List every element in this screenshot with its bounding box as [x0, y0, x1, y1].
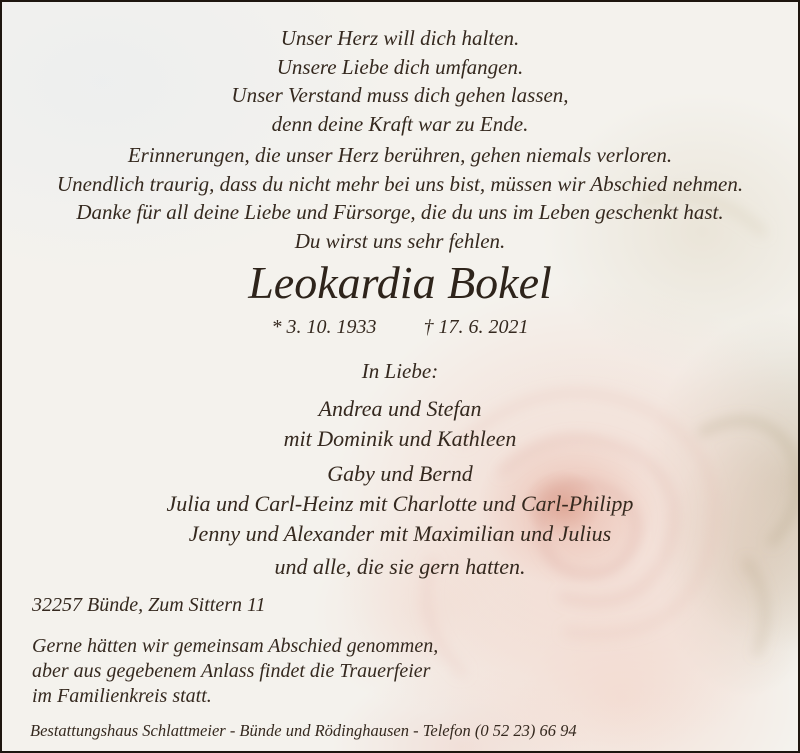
mourner-line: Julia und Carl-Heinz mit Charlotte und Carl-Philipp [166, 491, 634, 516]
memorial-line: Danke für all deine Liebe und Fürsorge, die du uns im Leben geschenkt hast. [76, 200, 724, 224]
verse-line: Unser Herz will dich halten. [280, 26, 520, 50]
funeral-note-line: im Familienkreis statt. [32, 685, 212, 707]
funeral-note-line: aber aus gegebenem Anlass findet die Trauerfeier [32, 660, 431, 682]
mourner-line: Andrea und Stefan [318, 396, 482, 421]
life-dates [2, 316, 798, 338]
salutation: In Liebe: [361, 359, 439, 383]
verse-line: Unsere Liebe dich umfangen. [276, 54, 524, 79]
mourner-line: Jenny und Alexander mit Maximilian und Julius [188, 521, 612, 546]
mourners-list [2, 394, 798, 582]
mourner-line: mit Dominik und Kathleen [283, 426, 517, 451]
funeral-note [32, 634, 798, 709]
death-date: † 17. 6. 2021 [423, 316, 529, 338]
memorial-line: Unendlich traurig, dass du nicht mehr bei uns bist, müssen wir Abschied nehmen. [56, 171, 744, 196]
memorial-line: Erinnerungen, die unser Herz berühren, gehen niemals verloren. [127, 143, 673, 167]
opening-verse [2, 2, 798, 138]
verse-line: Unser Verstand muss dich gehen lassen, [231, 83, 569, 107]
mourner-line: und alle, die sie gern hatten. [274, 554, 526, 579]
verse-line: denn deine Kraft war zu Ende. [271, 111, 529, 136]
birth-date: * 3. 10. 1933 [271, 316, 377, 338]
notice-content [2, 2, 798, 751]
funeral-note-line: Gerne hätten wir gemeinsam Abschied genommen, [32, 635, 439, 657]
funeral-home-line: Bestattungshaus Schlattmeier - Bünde und Rödinghausen - Telefon (0 52 23) 66 94 [30, 721, 577, 740]
memorial-line: Du wirst uns sehr fehlen. [294, 228, 506, 253]
deceased-name: Leokardia Bokel [248, 257, 552, 308]
address-line: 32257 Bünde, Zum Sittern 11 [32, 594, 266, 616]
mourner-line: Gaby und Bernd [327, 461, 473, 486]
memorial-text [2, 141, 798, 255]
